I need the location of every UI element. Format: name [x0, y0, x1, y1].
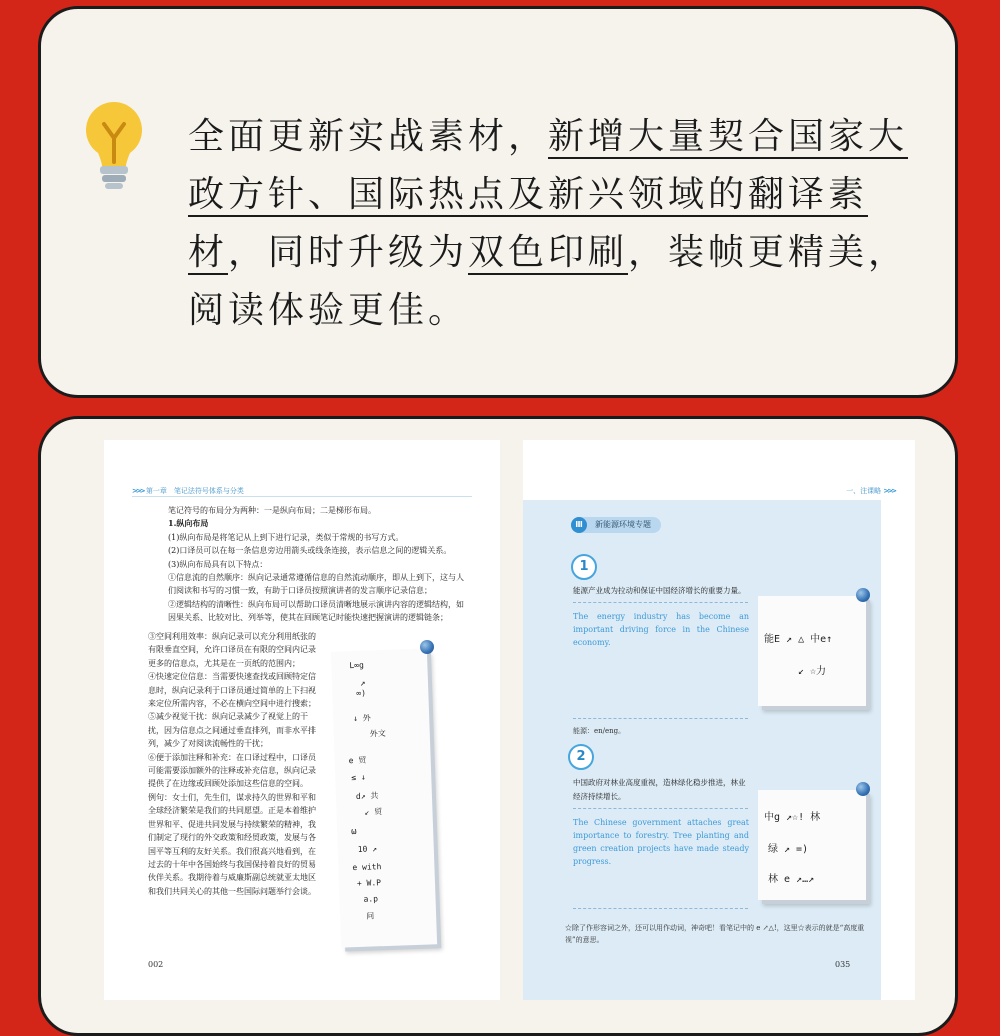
- pushpin-icon: [420, 640, 434, 654]
- body-text-narrow: [148, 630, 318, 898]
- pushpin-icon: [856, 782, 870, 796]
- paragraph: ③空间利用效率：纵向记录可以充分利用纸张的有限垂直空间，允许口译员在有限的空间内记录更多的信息点，尤其是在一页纸的范围内；: [148, 632, 316, 668]
- paragraph: ①信息流的自然顺序：纵向记录通常遵循信息的自然流动顺序，即从上到下，这与人们阅读和书写的习惯一致，有助于口译员按照演讲者的发言顺序记录信息；: [168, 573, 464, 596]
- pushpin-icon: [856, 588, 870, 602]
- english-translation: The energy industry has become an important driving force in the Chinese economy.: [573, 612, 749, 647]
- headline-part: 全面更新实战素材，: [188, 116, 549, 157]
- handwritten-note-card: [331, 648, 437, 947]
- dashed-separator: [573, 718, 748, 719]
- headline-text: [188, 108, 938, 340]
- chevron-arrows-icon: >>>: [132, 487, 144, 495]
- gloss-note: 能源：en/eng。: [573, 727, 626, 735]
- section-header-text: 一、注课略: [846, 487, 882, 495]
- dashed-separator: [573, 602, 748, 603]
- handwritten-mark: e with: [352, 862, 382, 873]
- footer-note: ☆除了作形容词之外，还可以用作动词，神奇吧！看笔记中的 e ↗△!，这里☆表示的就是“高度重视”的意思。: [565, 924, 865, 944]
- body-text-full: [168, 504, 468, 625]
- handwritten-mark: ω: [350, 826, 357, 838]
- handwritten-note-card: [758, 596, 866, 706]
- handwritten-mark: ↗: [359, 678, 366, 689]
- handwritten-mark: L∞g: [349, 660, 364, 671]
- page-number: 002: [148, 960, 164, 969]
- dashed-separator: [573, 908, 748, 909]
- handwritten-mark: 绿 ↗ =): [768, 844, 809, 855]
- chevron-arrows-icon: >>>: [883, 487, 895, 495]
- handwritten-note-card: [758, 790, 866, 900]
- list-item: (3)纵向布局具有以下特点：: [168, 559, 268, 569]
- handwritten-mark: 外文: [369, 728, 386, 739]
- chinese-sentence: 中国政府对林业高度重视，造林绿化稳步推进，林业经济持续增长。: [573, 778, 746, 801]
- header-rule: [132, 496, 472, 497]
- handwritten-mark: 10 ↗: [357, 844, 378, 854]
- handwritten-mark: ↓ 外: [353, 713, 371, 724]
- headline-part: ，装帧更精美，阅读体验更佳。: [188, 232, 909, 331]
- handwritten-mark: ≤ ↓: [351, 772, 366, 783]
- topic-number-badge: Ⅲ: [571, 517, 587, 533]
- handwritten-mark: d↗ 共: [355, 791, 379, 801]
- english-translation: The Chinese government attaches great importance to forestry. Tree planting and green creation projects have made steady progress.: [573, 818, 749, 866]
- handwritten-mark: 能E ↗ △ 中e↑: [764, 634, 833, 645]
- paragraph: ⑥便于添加注释和补充：在口译过程中，口译员可能需要添加额外的注释或补充信息，纵向记录提供了在边缘或回顾处添加这些信息的空间。: [148, 752, 316, 789]
- handwritten-mark: ↙ ☆力: [798, 666, 827, 677]
- topic-label-text: 新能源环境专题: [595, 520, 651, 529]
- headline-underlined-1: 新增大量契合国家大政方针、国际热点及新兴领域的翻译素材: [188, 116, 909, 273]
- handwritten-mark: ∞): [356, 688, 367, 698]
- page-number: 035: [835, 960, 851, 969]
- intro-text: 笔记符号的布局分为两种：一是纵向布局；二是梯形布局。: [168, 506, 376, 515]
- chinese-sentence: 能源产业成为拉动和保证中国经济增长的重要力量。: [573, 586, 746, 595]
- lightbulb-icon: [82, 100, 146, 196]
- chapter-header-text: 第一章 笔记法符号体系与分类: [145, 487, 244, 495]
- handwritten-mark: a.p: [363, 894, 379, 904]
- handwritten-mark: 中g ↗☆! 林: [764, 812, 821, 823]
- paragraph: 例句：女士们，先生们，谋求持久的世界和平和全球经济繁荣是我们的共同愿望。正是本着维护世界和平、促进共同发展与持续繁荣的精神，我们制定了现行的外交政策和经贸政策，发展与各国平等互利的友好关系。我们很高兴地看到，在过去的十年中各国始终与我国保持着良好的贸易伙伴关系。我期待着与威廉斯副总统就亚太地区和我们共同关心的其他一些国际问题举行会谈。: [148, 792, 316, 896]
- section-header: [846, 486, 895, 496]
- list-item: (1)纵向布局是将笔记从上到下进行记录，类似于常规的书写方式。: [168, 532, 404, 542]
- handwritten-mark: + W.P: [356, 878, 382, 888]
- item-number-badge: 1: [571, 554, 597, 580]
- section-heading: 1.纵向布局: [168, 518, 209, 529]
- handwritten-mark: 林 e ↗…↗: [768, 874, 815, 885]
- paragraph: ④快速定位信息：当需要快速查找或回顾特定信息时，纵向记录利于口译员通过简单的上下扫视来定位所需内容，不必在横向空间中进行搜索；: [148, 672, 316, 709]
- chapter-header: [132, 486, 244, 496]
- headline-part: ，同时升级为: [228, 232, 469, 273]
- paragraph: ②逻辑结构的清晰性：纵向布局可以帮助口译员清晰地展示演讲内容的逻辑结构，如因果关系、比较对比、列举等，使其在回顾笔记时能快速把握演讲的逻辑链条；: [168, 599, 464, 623]
- paragraph: ⑤减少视觉干扰：纵向记录减少了视觉上的干扰，因为信息点之间通过垂直排列，而非水平排列，减少了对阅读流畅性的干扰；: [148, 712, 316, 749]
- headline-underlined-2: 双色印刷: [468, 232, 629, 273]
- handwritten-mark: e 贸: [348, 755, 367, 766]
- handwritten-mark: 问: [365, 911, 375, 921]
- item-number-badge: 2: [568, 744, 594, 770]
- dashed-separator: [573, 808, 748, 809]
- handwritten-mark: ↙ 贸: [364, 807, 383, 817]
- list-item: (2)口译员可以在每一条信息旁边用箭头或线条连接，表示信息之间的逻辑关系。: [168, 546, 452, 556]
- left-book-page: [104, 440, 500, 1000]
